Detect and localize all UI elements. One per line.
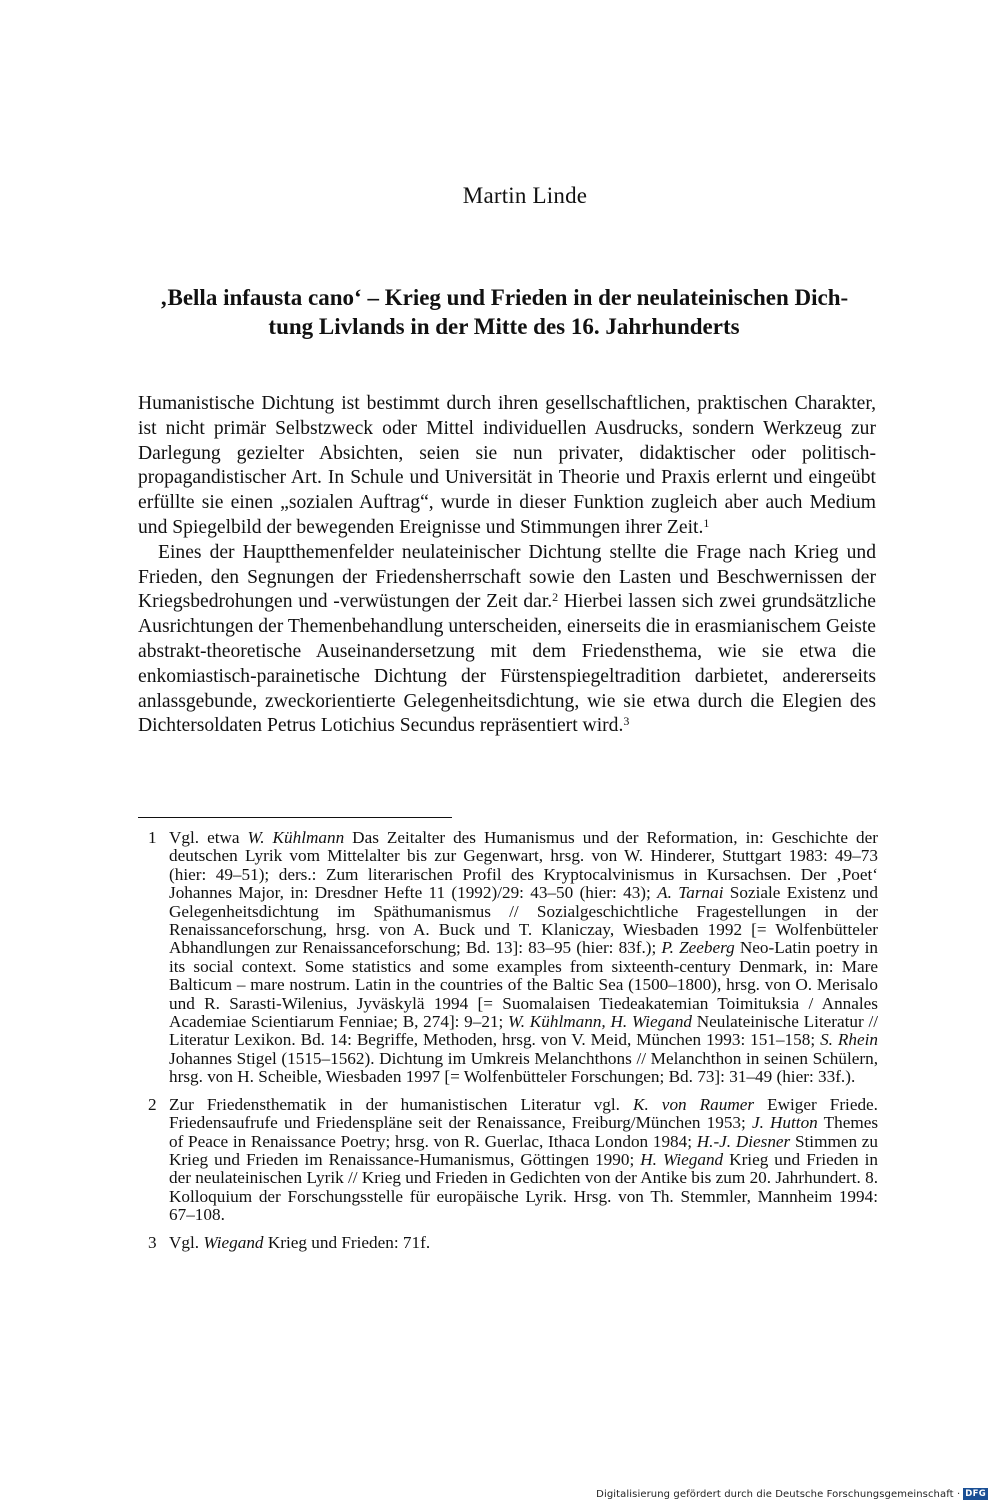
footnote-number: 1 xyxy=(148,828,157,847)
footnote-text-segment: Neo-Latin poetry in its social context. Some statistics and some examples from sixteenth-century Denmark, in: Mare Balticum – mare nostrum. Latin in the countries of the Baltic Sea (1500–1800), hrsg. von O. Merisalo und R. Sarasti-Wilenius, Jyväskylä 1994 [= Suomalaisen Tiedeakatemian Toimituksia / Annales Academiae Scientiarum Fenniae; B, 274]: 9–21; xyxy=(169,938,878,1032)
article-title-line-1: ‚Bella infausta cano‘ – Krieg und Frieden in der neulateinischen Dich- xyxy=(159,285,849,310)
paragraph-2-text-b: Hierbei lassen sich zwei grundsätzliche Ausrichtungen der Themenbehandlung unterscheiden, einerseits die in erasmianischem Geiste abstrakt-theoretische Auseinandersetzung mit dem Friedensthema, wie sie etwa die enkomiastisch-parainetische Dichtung der Fürstenspiegeltradition darbietet, andererseits anlassgebunde, zweckorientierte Gelegenheitsdichtung, wie sie etwa durch die Elegien des Dichtersoldaten Petrus Lotichius Secundus repräsentiert wird. xyxy=(138,591,877,737)
cited-author: K. von Raumer xyxy=(633,1094,755,1114)
footnote-text-segment: Ewiger Friede. Friedensaufrufe und Friedenspläne seit der Renaissance, Freiburg/München 1953; xyxy=(169,1094,878,1133)
cited-author: H.-J. Diesner xyxy=(696,1131,791,1151)
footnote-2 xyxy=(138,1096,878,1225)
footnote-text-segment: Themes of Peace in Renaissance Poetry; hrsg. von R. Guerlac, Ithaca London 1984; xyxy=(169,1113,879,1151)
footnote-text xyxy=(169,1234,878,1252)
cited-author: W. Kühlmann, H. Wiegand xyxy=(508,1012,693,1032)
article-title-line-2: tung Livlands in der Mitte des 16. Jahrhunderts xyxy=(268,314,740,339)
cited-author: A. Tarnai xyxy=(657,883,724,903)
paragraph-2-text-a: Eines der Hauptthemenfelder neulateinischer Dichtung stellte die Frage nach Krieg und Frieden, den Segnungen der Friedensherrschaft sowie den Lasten und Beschwernissen der Kriegsbedrohungen und -verwüstungen der Zeit dar. xyxy=(138,541,876,613)
body-text xyxy=(138,392,876,739)
footnote-text-segment: Johannes Stigel (1515–1562). Dichtung im Umkreis Melanchthons // Melanchthon in seinen Schülern, hrsg. von H. Scheible, Wiesbaden 1997 [= Wolfenbütteler Forschungen; Bd. 73]: 31–49 (hier: 33f.). xyxy=(169,1048,878,1087)
dfg-logo-icon: DFG xyxy=(965,1489,986,1499)
body-paragraph-1 xyxy=(138,392,876,541)
footnote-text xyxy=(169,829,878,1087)
footnote-number: 3 xyxy=(148,1232,157,1252)
cited-author: Wiegand xyxy=(203,1232,264,1252)
footnote-text-segment: Soziale Existenz und Gelegenheitsdichtung im Späthumanismus // Sozialgeschichtliche Fragestellungen in der Renaissanceforschung, hrsg. von A. Buck und T. Klaniczay, Wiesbaden 1992 [= Wolfenbütteler Abhandlungen zur Renaissanceforschung; Bd. 13]: 83–95 (hier: 83f.); xyxy=(169,883,878,958)
footnote-ref-1: 1 xyxy=(703,515,710,530)
cited-author: H. Wiegand xyxy=(640,1149,724,1169)
footnote-separator xyxy=(138,817,452,818)
digitization-footer xyxy=(596,1488,988,1500)
footnotes xyxy=(138,829,878,1261)
footnote-ref-3: 3 xyxy=(623,714,630,729)
body-paragraph-2 xyxy=(138,541,876,739)
cited-author: S. Rhein xyxy=(820,1030,878,1050)
footnote-text-segment: Vgl. etwa xyxy=(169,828,248,847)
footnote-3 xyxy=(138,1234,878,1252)
author-name: Martin Linde xyxy=(462,183,588,208)
footnote-1 xyxy=(138,829,878,1087)
footnote-text xyxy=(169,1096,878,1225)
article-title xyxy=(130,283,878,341)
footnote-ref-2: 2 xyxy=(552,590,559,605)
footnote-text-segment: Zur Friedensthematik in der humanistischen Literatur vgl. xyxy=(169,1094,634,1114)
footnote-text-segment: Das Zeitalter des Humanismus und der Reformation, in: Geschichte der deutschen Lyrik vom Mittelalter bis zur Gegenwart, hrsg. von W. Hinderer, Stuttgart 1983: 49–73 (hier: 49–51); ders.: Zum literarischen Profil des Kryptocalvinismus in Kursachsen. Der ‚Poet‘ Johannes Major, in: Dresdner Hefte 11 (1992)/29: 43–50 (hier: 43); xyxy=(169,828,878,903)
paragraph-1-text: Humanistische Dichtung ist bestimmt durch ihren gesellschaftlichen, praktischen Charakter, ist nicht primär Selbstzweck oder Mittel individuellen Ausdrucks, sondern Werkzeug zur Darlegung gezielter Absichten, seien sie nun privater, didaktischer oder politisch-propagandistischer Art. In Schule und Universität in Theorie und Praxis erlernt und eingeübt erfüllte sie einen „sozialen Auftrag“, wurde in dieser Funktion zugleich aber auch Medium und Spiegelbild der bewegenden Ereignisse und Stimmungen ihrer Zeit. xyxy=(138,393,876,538)
footnote-text-segment: Neulateinische Literatur // Literatur Lexikon. Bd. 14: Begriffe, Methoden, hrsg. von V. Meid, München 1993: 151–158; xyxy=(169,1012,878,1050)
footnote-text-segment: Stimmen zu Krieg und Frieden im Renaissance-Humanismus, Göttingen 1990; xyxy=(169,1131,878,1169)
cited-author: W. Kühlmann xyxy=(247,828,345,847)
footer-credit-text: Digitalisierung gefördert durch die Deutsche Forschungsgemeinschaft · xyxy=(596,1488,961,1500)
footnote-text-segment: Krieg und Frieden in der neulateinischen Lyrik // Krieg und Frieden in Gedichten von der Antike bis zum 20. Jahrhundert. 8. Kolloquium der Forschungsstelle für europäische Lyrik. Hrsg. von Th. Stemmler, Mannheim 1994: 67–108. xyxy=(169,1149,878,1225)
cited-author: J. Hutton xyxy=(751,1113,818,1133)
footnote-text-segment: Vgl. xyxy=(169,1232,204,1252)
cited-author: P. Zeeberg xyxy=(661,938,735,958)
footnote-text-segment: Krieg und Frieden: 71f. xyxy=(263,1232,431,1252)
footnote-number: 2 xyxy=(148,1094,157,1114)
